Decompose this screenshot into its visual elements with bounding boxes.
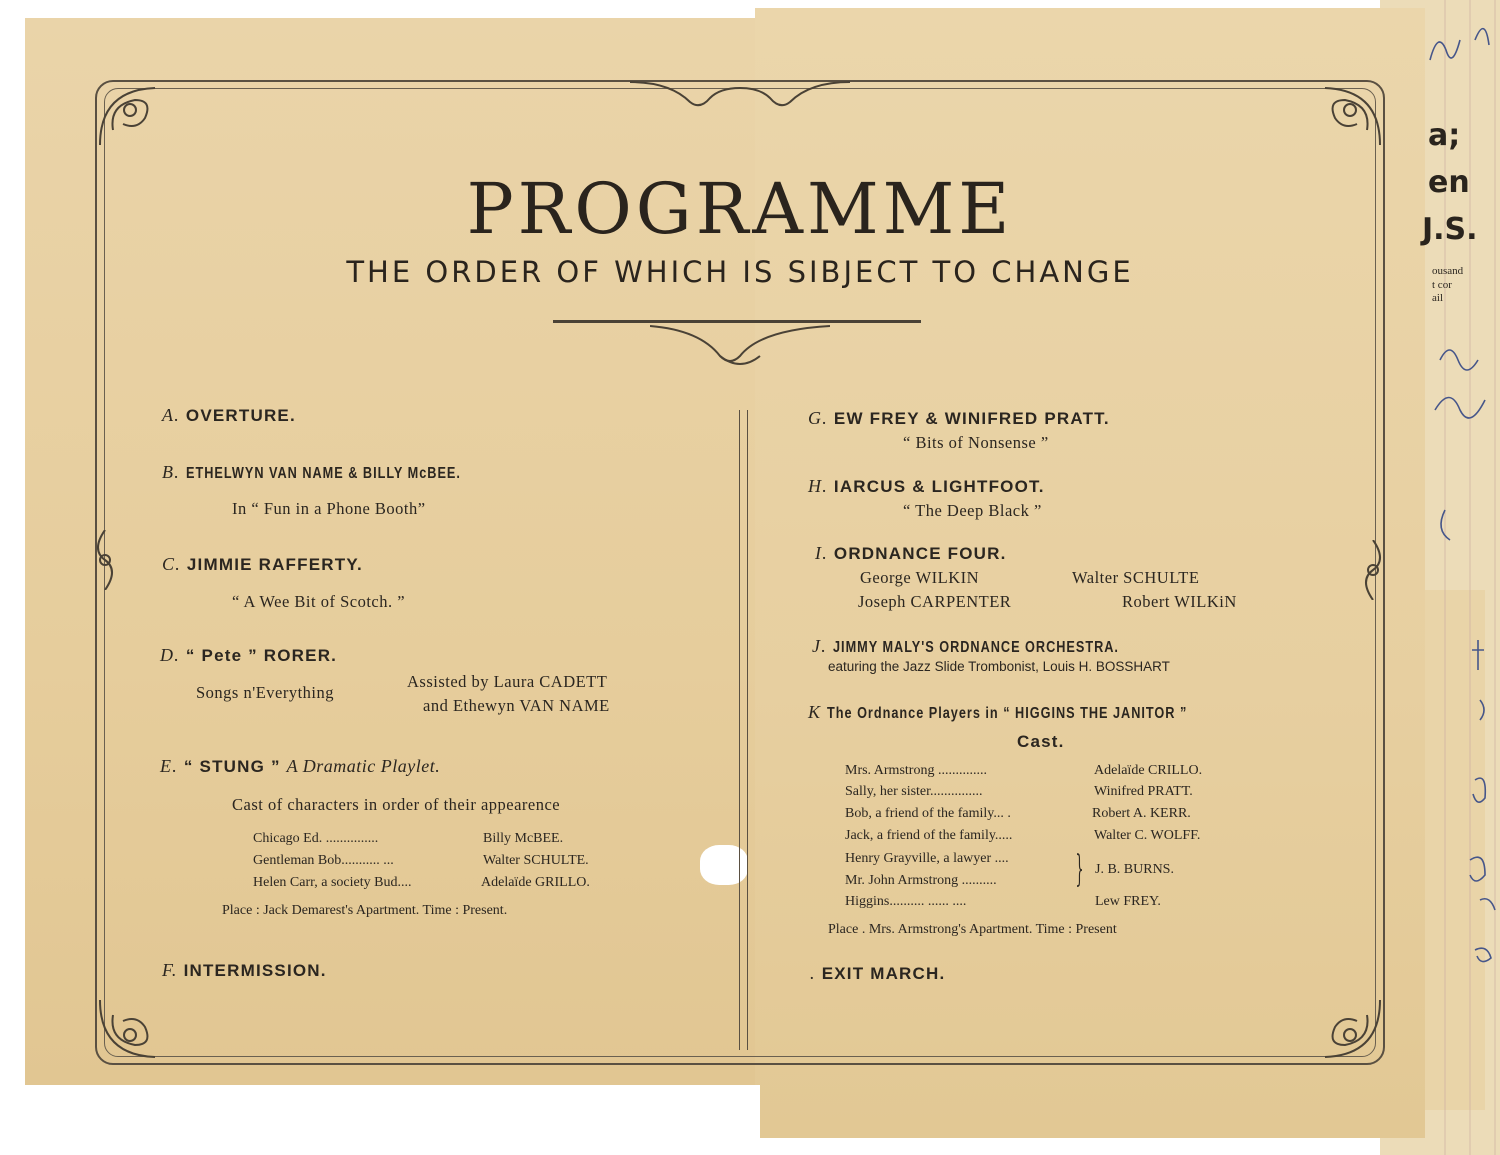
item-name: EXIT MARCH. bbox=[821, 964, 946, 983]
edge-text-us: J.S. bbox=[1422, 212, 1478, 247]
programme-item-i bbox=[815, 543, 1007, 564]
item-assist-1: Assisted by Laura CADETT bbox=[407, 672, 608, 691]
item-name: ORDNANCE FOUR. bbox=[833, 544, 1007, 563]
top-ornament-icon bbox=[630, 76, 850, 112]
item-name: IARCUS & LIGHTFOOT. bbox=[833, 477, 1045, 496]
cast-role: Mr. John Armstrong .......... bbox=[845, 873, 997, 888]
cast-role: Higgins.......... ...... .... bbox=[845, 894, 967, 909]
corner-ornament-icon bbox=[1315, 995, 1385, 1065]
item-subtitle: “ The Deep Black ” bbox=[903, 501, 1042, 520]
item-name: JIMMY MALY'S ORDNANCE ORCHESTRA. bbox=[832, 639, 1119, 656]
cast-actor: Lew FREY. bbox=[1095, 894, 1161, 909]
item-subtitle: In “ Fun in a Phone Booth” bbox=[232, 499, 426, 518]
item-letter: . bbox=[810, 963, 816, 983]
cast-role: Helen Carr, a society Bud.... bbox=[253, 875, 412, 890]
cast-role: Jack, a friend of the family..... bbox=[845, 828, 1013, 843]
corner-ornament-icon bbox=[95, 80, 165, 150]
cast-role: Gentleman Bob........... ... bbox=[253, 853, 394, 868]
cast-actor: Winifred PRATT. bbox=[1094, 784, 1193, 799]
cast-actor: Walter C. WOLFF. bbox=[1094, 828, 1201, 843]
item-subtitle: “ A Wee Bit of Scotch. ” bbox=[232, 592, 406, 611]
cast-role: Sally, her sister............... bbox=[845, 784, 983, 799]
cast-actor: Billy McBEE. bbox=[483, 831, 564, 846]
side-ornament-icon bbox=[1358, 540, 1388, 600]
item-letter: K bbox=[808, 702, 822, 722]
corner-ornament-icon bbox=[1315, 80, 1385, 150]
edge-small-2: t cor bbox=[1432, 279, 1452, 291]
member-name: Joseph CARPENTER bbox=[858, 592, 1012, 611]
item-subtitle: “ Bits of Nonsense ” bbox=[903, 433, 1049, 452]
item-letter: I. bbox=[815, 543, 828, 563]
corner-ornament-icon bbox=[95, 995, 165, 1065]
item-letter: E. bbox=[160, 756, 178, 776]
item-letter: H. bbox=[808, 476, 828, 496]
edge-text-a: a; bbox=[1428, 118, 1461, 153]
programme-item-c bbox=[162, 554, 363, 575]
cast-role: Mrs. Armstrong .............. bbox=[845, 763, 987, 778]
programme-subtitle: THE ORDER OF WHICH IS SIBJECT TO CHANGE bbox=[346, 255, 1134, 289]
item-assist-2: and Ethewyn VAN NAME bbox=[423, 696, 610, 715]
item-letter: F. bbox=[162, 960, 178, 980]
cast-actor: Walter SCHULTE. bbox=[483, 853, 589, 868]
item-letter: J. bbox=[812, 636, 827, 656]
cast-role: Bob, a friend of the family... . bbox=[845, 806, 1011, 821]
programme-item-j bbox=[812, 636, 1182, 657]
edge-text-en: en bbox=[1428, 165, 1470, 200]
programme-item-k bbox=[808, 702, 1267, 723]
cast-role: Chicago Ed. ............... bbox=[253, 831, 379, 846]
cast-actor: J. B. BURNS. bbox=[1095, 862, 1174, 877]
edge-small-1: ousand bbox=[1432, 265, 1464, 277]
programme-title: PROGRAMME bbox=[466, 168, 1014, 250]
place-time: Place : Jack Demarest's Apartment. Time : Present. bbox=[222, 903, 508, 918]
item-letter: A. bbox=[162, 405, 180, 425]
cast-role: Henry Grayville, a lawyer .... bbox=[845, 851, 1009, 866]
cast-actor: Robert A. KERR. bbox=[1092, 806, 1191, 821]
programme-item-g bbox=[808, 408, 1110, 429]
cast-intro: Cast of characters in order of their appearence bbox=[232, 795, 561, 814]
cast-actor: Adelaïde CRILLO. bbox=[1094, 763, 1203, 778]
item-name: JIMMIE RAFFERTY. bbox=[186, 555, 363, 574]
side-ornament-icon bbox=[90, 530, 120, 590]
item-subtitle: eaturing the Jazz Slide Trombonist, Louis H. BOSSHART bbox=[828, 659, 1170, 674]
brace-icon: } bbox=[1075, 849, 1084, 890]
torn-edge bbox=[0, 1085, 760, 1155]
programme-item-e bbox=[160, 756, 440, 777]
item-name: “ Pete ” RORER. bbox=[185, 646, 338, 665]
member-name: George WILKIN bbox=[860, 568, 980, 587]
item-name: OVERTURE. bbox=[185, 406, 296, 425]
item-name: The Ordnance Players in “ HIGGINS THE JANITOR ” bbox=[827, 705, 1188, 722]
title-ornament-icon bbox=[650, 322, 830, 372]
item-tag: A Dramatic Playlet. bbox=[286, 756, 441, 776]
programme-item-h bbox=[808, 476, 1045, 497]
item-name: INTERMISSION. bbox=[183, 961, 327, 980]
item-letter: C. bbox=[162, 554, 181, 574]
item-letter: D. bbox=[160, 645, 180, 665]
programme-item-a bbox=[162, 405, 296, 426]
item-name: EW FREY & WINIFRED PRATT. bbox=[833, 409, 1110, 428]
programme-item-f bbox=[162, 960, 327, 981]
column-divider bbox=[739, 410, 748, 1050]
item-name: “ STUNG ” bbox=[183, 757, 281, 776]
member-name: Robert WILKiN bbox=[1122, 592, 1237, 611]
item-name: ETHELWYN VAN NAME & BILLY McBEE. bbox=[185, 465, 461, 482]
place-time: Place . Mrs. Armstrong's Apartment. Time : Present bbox=[828, 922, 1117, 937]
edge-small-3: ail bbox=[1432, 292, 1443, 304]
item-letter: G. bbox=[808, 408, 828, 428]
programme-item-d bbox=[160, 645, 337, 666]
cast-actor: Adelaïde GRILLO. bbox=[481, 875, 590, 890]
programme-item-l bbox=[810, 963, 945, 984]
programme-item-b bbox=[162, 462, 521, 483]
cast-heading: Cast. bbox=[1017, 732, 1065, 751]
item-letter: B. bbox=[162, 462, 180, 482]
item-subtitle: Songs n'Everything bbox=[196, 683, 335, 702]
member-name: Walter SCHULTE bbox=[1072, 568, 1200, 587]
